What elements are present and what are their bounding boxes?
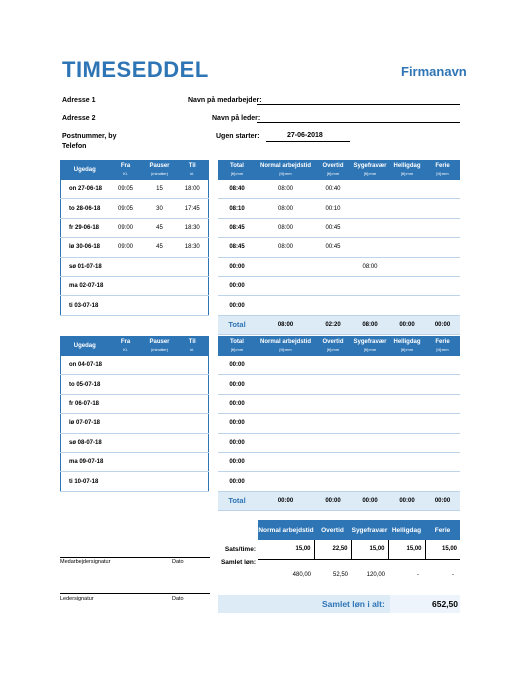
table-row bbox=[218, 180, 460, 199]
overtime-cell[interactable] bbox=[315, 296, 351, 315]
pay-label: Samlet løn: bbox=[220, 559, 256, 566]
week2-hours-header-unit: [tt]:mm bbox=[279, 347, 292, 352]
sick-cell[interactable] bbox=[351, 394, 389, 413]
to-time-cell[interactable] bbox=[177, 296, 209, 315]
week1-day-header-label: Fra bbox=[120, 163, 131, 169]
employee-signature-line[interactable] bbox=[60, 557, 210, 558]
table-row bbox=[218, 433, 460, 452]
holiday-cell[interactable] bbox=[389, 452, 425, 471]
from-time-cell[interactable] bbox=[109, 356, 143, 375]
manager-name-field[interactable] bbox=[257, 122, 460, 123]
total-vacation: 00:00 bbox=[425, 491, 460, 510]
pause-cell[interactable] bbox=[143, 472, 177, 491]
weekday-cell: on 04-07-18 bbox=[61, 356, 109, 375]
weekday-cell: ti 10-07-18 bbox=[61, 472, 109, 491]
holiday-cell[interactable] bbox=[389, 414, 425, 433]
table-row bbox=[218, 394, 460, 413]
from-time-cell[interactable]: 09:05 bbox=[109, 180, 143, 199]
sick-cell[interactable] bbox=[351, 356, 389, 375]
week1-hours-header-label: Sygefravær bbox=[353, 163, 387, 169]
week1-hours-header-label: Ferie bbox=[435, 163, 450, 169]
table-row bbox=[218, 238, 460, 257]
week2-day-header-label: Ugedag bbox=[73, 342, 96, 349]
from-time-cell[interactable]: 09:00 bbox=[109, 218, 143, 237]
weekday-cell: to 05-07-18 bbox=[61, 375, 109, 394]
address2-label: Adresse 2 bbox=[62, 115, 96, 122]
holiday-cell[interactable] bbox=[389, 276, 425, 295]
normal-hours-cell[interactable] bbox=[256, 276, 315, 295]
holiday-cell[interactable] bbox=[389, 356, 425, 375]
week2-day-header-2 bbox=[143, 336, 177, 356]
from-time-cell[interactable] bbox=[109, 414, 143, 433]
overtime-cell[interactable] bbox=[315, 414, 351, 433]
week2-hours-header-unit: [tt]:mm bbox=[230, 347, 244, 352]
from-time-cell[interactable]: 09:00 bbox=[109, 238, 143, 257]
vacation-cell[interactable] bbox=[425, 257, 460, 276]
to-time-cell[interactable] bbox=[177, 276, 209, 295]
normal-hours-cell[interactable] bbox=[256, 394, 315, 413]
normal-hours-cell[interactable] bbox=[256, 356, 315, 375]
total-overtime: 02:20 bbox=[315, 315, 351, 334]
pay-vacation: - bbox=[452, 572, 454, 578]
normal-hours-cell[interactable]: 08:00 bbox=[256, 180, 315, 199]
to-time-cell[interactable]: 17:45 bbox=[177, 199, 209, 218]
week2-hours-table bbox=[218, 336, 460, 511]
table-row bbox=[218, 452, 460, 471]
vacation-cell[interactable] bbox=[425, 180, 460, 199]
weekday-cell: fr 06-07-18 bbox=[61, 394, 109, 413]
week1-day-header-unit: Kl. bbox=[123, 171, 128, 176]
table-row bbox=[61, 276, 209, 295]
table-row bbox=[61, 257, 209, 276]
table-row bbox=[61, 296, 209, 315]
from-time-cell[interactable] bbox=[109, 296, 143, 315]
normal-hours-cell[interactable] bbox=[256, 472, 315, 491]
overtime-cell[interactable] bbox=[315, 375, 351, 394]
week2-hours-header-row bbox=[218, 336, 460, 356]
total-cell: 08:45 bbox=[218, 218, 256, 237]
normal-hours-cell[interactable] bbox=[256, 375, 315, 394]
week2-hours-header-label: Helligdag bbox=[393, 339, 421, 345]
to-time-cell[interactable] bbox=[177, 375, 209, 394]
totals-row bbox=[218, 315, 460, 334]
normal-hours-cell[interactable] bbox=[256, 414, 315, 433]
week2-hours-header-unit: [tt]:mm bbox=[400, 347, 414, 352]
pause-cell[interactable] bbox=[143, 375, 177, 394]
week2-day-header-unit: kl. bbox=[190, 347, 195, 352]
table-row bbox=[61, 218, 209, 237]
rate-vacation[interactable]: 15,00 bbox=[425, 540, 460, 559]
rate-normal[interactable]: 15,00 bbox=[258, 540, 314, 559]
vacation-cell[interactable] bbox=[425, 394, 460, 413]
manager-name-label: Navn på leder: bbox=[212, 115, 261, 122]
week2-day-header-3 bbox=[177, 336, 209, 356]
total-overtime: 00:00 bbox=[315, 491, 351, 510]
total-cell: 00:00 bbox=[218, 472, 256, 491]
overtime-cell[interactable] bbox=[315, 394, 351, 413]
week1-hours-header-row bbox=[218, 160, 460, 180]
weekday-cell: ma 09-07-18 bbox=[61, 452, 109, 471]
manager-signature-line[interactable] bbox=[60, 593, 210, 594]
address1-label: Adresse 1 bbox=[62, 97, 96, 104]
pause-cell[interactable] bbox=[143, 356, 177, 375]
pause-cell[interactable] bbox=[143, 296, 177, 315]
normal-hours-cell[interactable] bbox=[256, 257, 315, 276]
to-time-cell[interactable]: 18:30 bbox=[177, 238, 209, 257]
holiday-cell[interactable] bbox=[389, 375, 425, 394]
table-row bbox=[61, 180, 209, 199]
vacation-cell[interactable] bbox=[425, 452, 460, 471]
week2-hours-header-label: Overtid bbox=[322, 339, 344, 345]
rate-holiday[interactable]: 15,00 bbox=[388, 540, 425, 559]
total-cell: 00:00 bbox=[218, 414, 256, 433]
summary-header-holiday: Helligdag bbox=[388, 520, 425, 540]
weekday-cell: on 27-06-18 bbox=[61, 180, 109, 199]
table-row bbox=[218, 375, 460, 394]
overtime-cell[interactable]: 00:45 bbox=[315, 218, 351, 237]
total-normal-hours: 00:00 bbox=[256, 491, 315, 510]
week1-day-header-label: Ugedag bbox=[73, 166, 96, 173]
week2-hours-header-2 bbox=[315, 336, 351, 356]
weekday-cell: to 28-06-18 bbox=[61, 199, 109, 218]
sick-cell[interactable] bbox=[351, 218, 389, 237]
employee-name-field[interactable] bbox=[257, 104, 460, 105]
total-holiday: 00:00 bbox=[389, 491, 425, 510]
table-row bbox=[61, 199, 209, 218]
table-row bbox=[61, 356, 209, 375]
table-row bbox=[218, 218, 460, 237]
normal-hours-cell[interactable] bbox=[256, 433, 315, 452]
week2-hours-header-0 bbox=[218, 336, 256, 356]
to-time-cell[interactable]: 18:30 bbox=[177, 218, 209, 237]
total-sick: 00:00 bbox=[351, 491, 389, 510]
summary-header-overtime: Overtid bbox=[314, 520, 351, 540]
total-holiday: 00:00 bbox=[389, 315, 425, 334]
to-time-cell[interactable] bbox=[177, 356, 209, 375]
total-cell: 00:00 bbox=[218, 433, 256, 452]
week2-day-header-unit: Kl. bbox=[123, 347, 128, 352]
week2-hours-header-label: Normal arbejdstid bbox=[259, 339, 311, 345]
week-start-field[interactable] bbox=[266, 141, 350, 142]
table-row bbox=[218, 356, 460, 375]
page-title: TIMESEDDEL bbox=[62, 57, 209, 82]
total-cell: 00:00 bbox=[218, 276, 256, 295]
to-time-cell[interactable] bbox=[177, 394, 209, 413]
pause-cell[interactable] bbox=[143, 276, 177, 295]
week1-hours-header-label: Total bbox=[230, 163, 244, 169]
table-row bbox=[61, 414, 209, 433]
overtime-cell[interactable]: 00:45 bbox=[315, 238, 351, 257]
table-row bbox=[61, 375, 209, 394]
week1-hours-table bbox=[218, 160, 460, 335]
sick-cell[interactable] bbox=[351, 180, 389, 199]
week1-hours-header-3 bbox=[351, 160, 389, 180]
employee-signature-label: Medarbejdersignatur bbox=[60, 559, 111, 565]
normal-hours-cell[interactable] bbox=[256, 296, 315, 315]
totals-label: Total bbox=[218, 315, 256, 334]
rate-sick[interactable]: 15,00 bbox=[351, 540, 388, 559]
overtime-cell[interactable]: 00:10 bbox=[315, 199, 351, 218]
company-name: Firmanavn bbox=[401, 64, 467, 79]
to-time-cell[interactable] bbox=[177, 472, 209, 491]
week1-hours-header-2 bbox=[315, 160, 351, 180]
overtime-cell[interactable] bbox=[315, 433, 351, 452]
weekday-cell: lø 07-07-18 bbox=[61, 414, 109, 433]
to-time-cell[interactable] bbox=[177, 433, 209, 452]
pay-normal: 480,00 bbox=[292, 572, 311, 578]
holiday-cell[interactable] bbox=[389, 296, 425, 315]
postal-label: Postnummer, by bbox=[62, 133, 117, 140]
pay-summary-table bbox=[218, 520, 460, 578]
sick-cell[interactable] bbox=[351, 238, 389, 257]
week1-day-header-unit: kl. bbox=[190, 171, 195, 176]
week2-hours-header-unit: [tt]:mm bbox=[436, 347, 449, 352]
to-time-cell[interactable] bbox=[177, 257, 209, 276]
week1-hours-header-unit: [tt]:mm bbox=[400, 171, 414, 176]
to-time-cell[interactable] bbox=[177, 414, 209, 433]
week2-day-header-label: Til bbox=[188, 339, 196, 345]
rate-overtime[interactable]: 22,50 bbox=[314, 540, 351, 559]
from-time-cell[interactable] bbox=[109, 276, 143, 295]
total-cell: 08:40 bbox=[218, 180, 256, 199]
normal-hours-cell[interactable]: 08:00 bbox=[256, 218, 315, 237]
holiday-cell[interactable] bbox=[389, 238, 425, 257]
vacation-cell[interactable] bbox=[425, 238, 460, 257]
holiday-cell[interactable] bbox=[389, 218, 425, 237]
week2-day-header-0 bbox=[61, 336, 109, 356]
weekday-cell: sø 01-07-18 bbox=[61, 257, 109, 276]
week2-day-table bbox=[60, 336, 209, 492]
week1-day-header-1 bbox=[109, 160, 143, 180]
overtime-cell[interactable] bbox=[315, 356, 351, 375]
week-start-value: 27-06-2018 bbox=[287, 132, 323, 139]
weekday-cell: fr 29-06-18 bbox=[61, 218, 109, 237]
sick-cell[interactable]: 08:00 bbox=[351, 257, 389, 276]
table-row bbox=[218, 257, 460, 276]
pay-overtime: 52,50 bbox=[332, 572, 348, 578]
table-row bbox=[61, 394, 209, 413]
vacation-cell[interactable] bbox=[425, 276, 460, 295]
week1-day-header-row bbox=[61, 160, 209, 180]
from-time-cell[interactable] bbox=[109, 394, 143, 413]
pay-sick: 120,00 bbox=[366, 572, 385, 578]
overtime-cell[interactable]: 00:40 bbox=[315, 180, 351, 199]
holiday-cell[interactable] bbox=[389, 180, 425, 199]
week1-hours-header-unit: [tt]:mm bbox=[436, 171, 449, 176]
pay-holiday: - bbox=[417, 572, 419, 578]
week2-day-header-row bbox=[61, 336, 209, 356]
total-cell: 00:00 bbox=[218, 375, 256, 394]
weekday-cell: ma 02-07-18 bbox=[61, 276, 109, 295]
holiday-cell[interactable] bbox=[389, 472, 425, 491]
week2-hours-header-4 bbox=[389, 336, 425, 356]
week1-hours-header-4 bbox=[389, 160, 425, 180]
vacation-cell[interactable] bbox=[425, 296, 460, 315]
week-start-label: Ugen starter: bbox=[216, 133, 260, 140]
week2-day-header-label: Fra bbox=[120, 339, 131, 345]
week1-day-header-label: Til bbox=[188, 163, 196, 169]
week2-day-header-label: Pauser bbox=[149, 339, 170, 345]
vacation-cell[interactable] bbox=[425, 433, 460, 452]
vacation-cell[interactable] bbox=[425, 414, 460, 433]
table-row bbox=[61, 238, 209, 257]
pause-cell[interactable]: 45 bbox=[143, 218, 177, 237]
table-row bbox=[61, 472, 209, 491]
pause-cell[interactable] bbox=[143, 394, 177, 413]
overtime-cell[interactable] bbox=[315, 452, 351, 471]
summary-header-normal: Normal arbejdstid bbox=[258, 520, 314, 540]
week2-hours-header-label: Sygefravær bbox=[353, 339, 387, 345]
vacation-cell[interactable] bbox=[425, 375, 460, 394]
week2-hours-header-label: Total bbox=[230, 339, 244, 345]
week1-hours-header-unit: [tt]:mm bbox=[279, 171, 292, 176]
pause-cell[interactable]: 30 bbox=[143, 199, 177, 218]
phone-label: Telefon bbox=[62, 143, 87, 150]
week2-hours-header-3 bbox=[351, 336, 389, 356]
week2-day-header-unit: (minutter) bbox=[150, 347, 169, 352]
week1-hours-header-unit: [tt]:mm bbox=[326, 171, 340, 176]
week1-day-header-unit: (minutter) bbox=[150, 171, 169, 176]
sick-cell[interactable] bbox=[351, 276, 389, 295]
normal-hours-cell[interactable]: 08:00 bbox=[256, 238, 315, 257]
summary-header-sick: Sygefravær bbox=[351, 520, 388, 540]
week1-day-table bbox=[60, 160, 209, 316]
total-cell: 00:00 bbox=[218, 257, 256, 276]
week1-hours-header-unit: [tt]:mm bbox=[363, 171, 377, 176]
from-time-cell[interactable] bbox=[109, 452, 143, 471]
weekday-cell: lø 30-06-18 bbox=[61, 238, 109, 257]
total-cell: 00:00 bbox=[218, 452, 256, 471]
pause-cell[interactable]: 15 bbox=[143, 180, 177, 199]
employee-name-label: Navn på medarbejder: bbox=[188, 97, 262, 104]
sick-cell[interactable] bbox=[351, 452, 389, 471]
week1-day-header-label: Pauser bbox=[149, 163, 170, 169]
week1-day-header-3 bbox=[177, 160, 209, 180]
week1-day-header-0 bbox=[61, 160, 109, 180]
week1-day-header-2 bbox=[143, 160, 177, 180]
overtime-cell[interactable] bbox=[315, 257, 351, 276]
normal-hours-cell[interactable] bbox=[256, 452, 315, 471]
total-cell: 00:00 bbox=[218, 356, 256, 375]
week1-hours-header-label: Overtid bbox=[322, 163, 344, 169]
week2-hours-header-unit: [tt]:mm bbox=[326, 347, 340, 352]
table-row bbox=[61, 452, 209, 471]
pause-cell[interactable] bbox=[143, 414, 177, 433]
total-normal-hours: 08:00 bbox=[256, 315, 315, 334]
to-time-cell[interactable]: 18:00 bbox=[177, 180, 209, 199]
week1-hours-header-unit: [tt]:mm bbox=[230, 171, 244, 176]
weekday-cell: ti 03-07-18 bbox=[61, 296, 109, 315]
grand-total-value: 652,50 bbox=[432, 599, 458, 609]
vacation-cell[interactable] bbox=[425, 218, 460, 237]
sick-cell[interactable] bbox=[351, 472, 389, 491]
total-vacation: 00:00 bbox=[425, 315, 460, 334]
rate-label: Sats/time: bbox=[224, 546, 256, 553]
total-cell: 00:00 bbox=[218, 296, 256, 315]
from-time-cell[interactable] bbox=[109, 375, 143, 394]
vacation-cell[interactable] bbox=[425, 472, 460, 491]
table-row bbox=[61, 433, 209, 452]
pause-cell[interactable] bbox=[143, 257, 177, 276]
pause-cell[interactable] bbox=[143, 452, 177, 471]
holiday-cell[interactable] bbox=[389, 394, 425, 413]
week1-hours-header-5 bbox=[425, 160, 460, 180]
week2-day-header-1 bbox=[109, 336, 143, 356]
from-time-cell[interactable] bbox=[109, 257, 143, 276]
sick-cell[interactable] bbox=[351, 375, 389, 394]
total-cell: 00:00 bbox=[218, 394, 256, 413]
to-time-cell[interactable] bbox=[177, 452, 209, 471]
from-time-cell[interactable] bbox=[109, 472, 143, 491]
week2-hours-header-5 bbox=[425, 336, 460, 356]
overtime-cell[interactable] bbox=[315, 472, 351, 491]
totals-row bbox=[218, 491, 460, 510]
table-row bbox=[218, 199, 460, 218]
week2-hours-header-label: Ferie bbox=[435, 339, 450, 345]
from-time-cell[interactable] bbox=[109, 433, 143, 452]
pause-cell[interactable] bbox=[143, 433, 177, 452]
week1-hours-header-label: Helligdag bbox=[393, 163, 421, 169]
normal-hours-cell[interactable]: 08:00 bbox=[256, 199, 315, 218]
table-row bbox=[218, 296, 460, 315]
weekday-cell: sø 08-07-18 bbox=[61, 433, 109, 452]
holiday-cell[interactable] bbox=[389, 257, 425, 276]
table-row bbox=[218, 414, 460, 433]
vacation-cell[interactable] bbox=[425, 199, 460, 218]
summary-header-vacation: Ferie bbox=[425, 520, 460, 540]
manager-date-label: Dato bbox=[172, 596, 184, 602]
grand-total-label: Samlet løn i alt: bbox=[322, 599, 385, 609]
total-cell: 08:45 bbox=[218, 238, 256, 257]
totals-label: Total bbox=[218, 491, 256, 510]
total-cell: 08:10 bbox=[218, 199, 256, 218]
holiday-cell[interactable] bbox=[389, 199, 425, 218]
vacation-cell[interactable] bbox=[425, 356, 460, 375]
table-row bbox=[218, 276, 460, 295]
week2-hours-header-1 bbox=[256, 336, 315, 356]
pause-cell[interactable]: 45 bbox=[143, 238, 177, 257]
employee-date-label: Dato bbox=[172, 559, 184, 565]
week2-hours-header-unit: [tt]:mm bbox=[363, 347, 377, 352]
overtime-cell[interactable] bbox=[315, 276, 351, 295]
table-row bbox=[218, 472, 460, 491]
from-time-cell[interactable]: 09:05 bbox=[109, 199, 143, 218]
sick-cell[interactable] bbox=[351, 433, 389, 452]
week1-hours-header-1 bbox=[256, 160, 315, 180]
manager-signature-label: Ledersignatur bbox=[60, 596, 94, 602]
week1-hours-header-label: Normal arbejdstid bbox=[259, 163, 311, 169]
week1-hours-header-0 bbox=[218, 160, 256, 180]
sick-cell[interactable] bbox=[351, 296, 389, 315]
sick-cell[interactable] bbox=[351, 414, 389, 433]
total-sick: 08:00 bbox=[351, 315, 389, 334]
sick-cell[interactable] bbox=[351, 199, 389, 218]
holiday-cell[interactable] bbox=[389, 433, 425, 452]
